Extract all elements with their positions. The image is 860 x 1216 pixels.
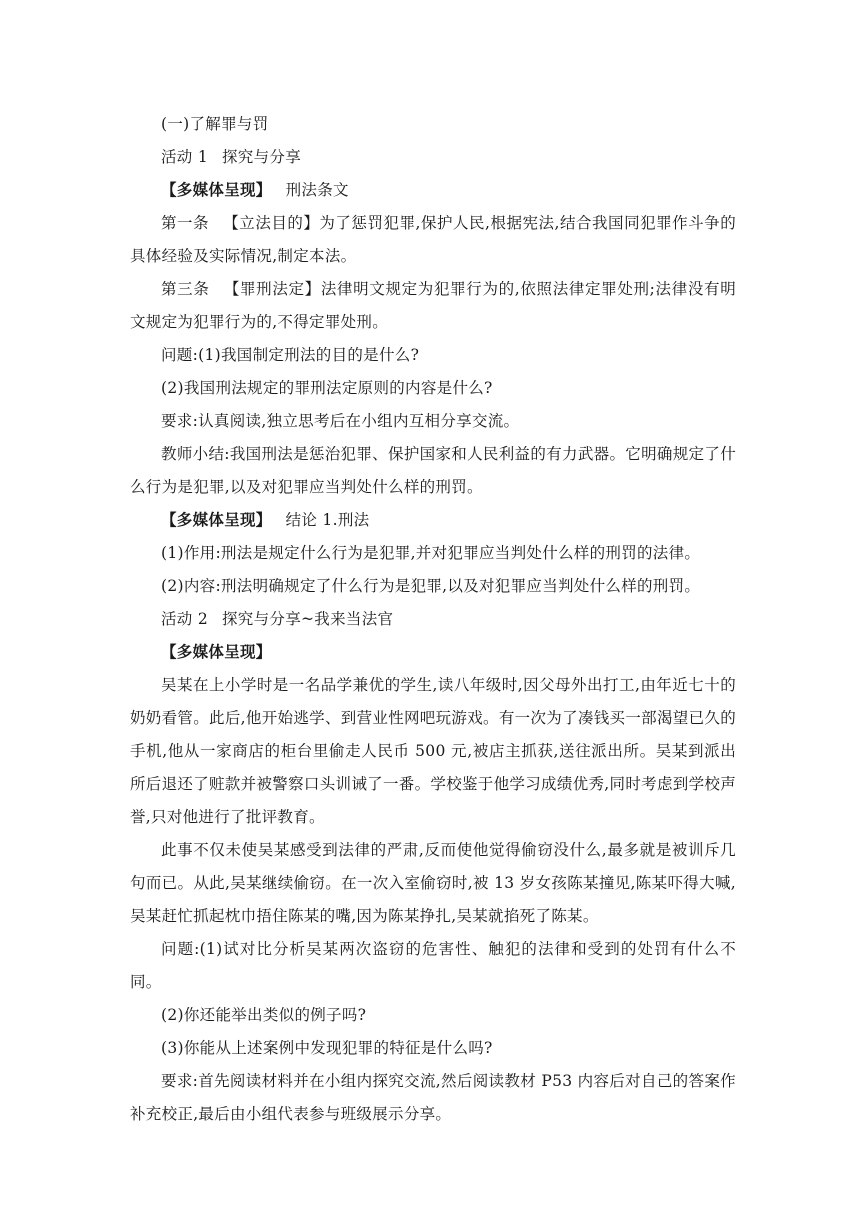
conclusion-paragraph: (2)内容:刑法明确规定了什么行为是犯罪,以及对犯罪应当判处什么样的刑罚。 bbox=[161, 577, 701, 595]
activity-2-title: 探究与分享~我来当法官 bbox=[222, 610, 394, 628]
media-tag: 【多媒体呈现】 bbox=[161, 511, 272, 529]
requirement-paragraph: 要求:认真阅读,独立思考后在小组内互相分享交流。 bbox=[161, 412, 520, 430]
question-paragraph: 问题:(1)我国制定刑法的目的是什么? bbox=[161, 346, 420, 364]
conclusion-paragraph: (1)作用:刑法是规定什么行为是犯罪,并对犯罪应当判处什么样的刑罚的法律。 bbox=[161, 544, 701, 562]
media-tag: 【多媒体呈现】 bbox=[161, 643, 272, 661]
teacher-summary-paragraph: 教师小结:我国刑法是惩治犯罪、保护国家和人民利益的有力武器。它明确规定了什么行为是犯罪,以及对犯罪应当判处什么样的刑罚。 bbox=[130, 445, 736, 496]
media-heading-3 bbox=[130, 636, 736, 669]
question-paragraph: 问题:(1)试对比分析吴某两次盗窃的危害性、触犯的法律和受到的处罚有什么不同。 bbox=[130, 940, 736, 991]
section-heading: (一)了解罪与罚 bbox=[161, 115, 269, 133]
activity-2-label: 活动 2 bbox=[161, 610, 208, 628]
document-body bbox=[130, 108, 736, 1131]
requirement-paragraph: 要求:首先阅读材料并在小组内探究交流,然后阅读教材 P53 内容后对自己的答案作补充校正,最后由小组代表参与班级展示分享。 bbox=[130, 1072, 736, 1123]
media-title: 刑法条文 bbox=[285, 181, 349, 199]
article-3-text: 【罪刑法定】法律明文规定为犯罪行为的,依照法律定罪处刑;法律没有明文规定为犯罪行为的,不得定罪处刑。 bbox=[130, 280, 736, 331]
activity-1-title: 探究与分享 bbox=[222, 148, 302, 166]
media-heading-2 bbox=[130, 504, 736, 537]
media-title: 结论 1.刑法 bbox=[285, 511, 370, 529]
question-paragraph: (2)你还能举出类似的例子吗? bbox=[161, 1006, 367, 1024]
case-paragraph: 此事不仅未使吴某感受到法律的严肃,反而使他觉得偷窃没什么,最多就是被训斥几句而已。从此,吴某继续偷窃。在一次入室偷窃时,被 13 岁女孩陈某撞见,陈某吓得大喊,吴某赶忙抓起枕巾捂住陈某的嘴,因为陈某挣扎,吴某就掐死了陈某。 bbox=[130, 841, 736, 925]
case-paragraph: 吴某在上小学时是一名品学兼优的学生,读八年级时,因父母外出打工,由年近七十的奶奶看管。此后,他开始逃学、到营业性网吧玩游戏。有一次为了凑钱买一部渴望已久的手机,他从一家商店的柜台里偷走人民币 500 元,被店主抓获,送往派出所。吴某到派出所后退还了赃款并被警察口头训诫了一番。学校鉴于他学习成绩优秀,同时考虑到学校声誉,只对他进行了批评教育。 bbox=[130, 676, 736, 826]
question-paragraph: (2)我国刑法规定的罪刑法定原则的内容是什么? bbox=[161, 379, 493, 397]
activity-1-heading bbox=[130, 141, 736, 174]
activity-1-label: 活动 1 bbox=[161, 148, 208, 166]
question-paragraph: (3)你能从上述案例中发现犯罪的特征是什么吗? bbox=[161, 1039, 493, 1057]
article-1-text: 【立法目的】为了惩罚犯罪,保护人民,根据宪法,结合我国同犯罪作斗争的具体经验及实际情况,制定本法。 bbox=[130, 214, 736, 265]
media-heading-1 bbox=[130, 174, 736, 207]
media-tag: 【多媒体呈现】 bbox=[161, 181, 272, 199]
article-3-paragraph bbox=[130, 273, 736, 339]
article-1-paragraph bbox=[130, 207, 736, 273]
article-3-number: 第三条 bbox=[161, 280, 210, 298]
activity-2-heading bbox=[130, 603, 736, 636]
article-1-number: 第一条 bbox=[161, 214, 210, 232]
